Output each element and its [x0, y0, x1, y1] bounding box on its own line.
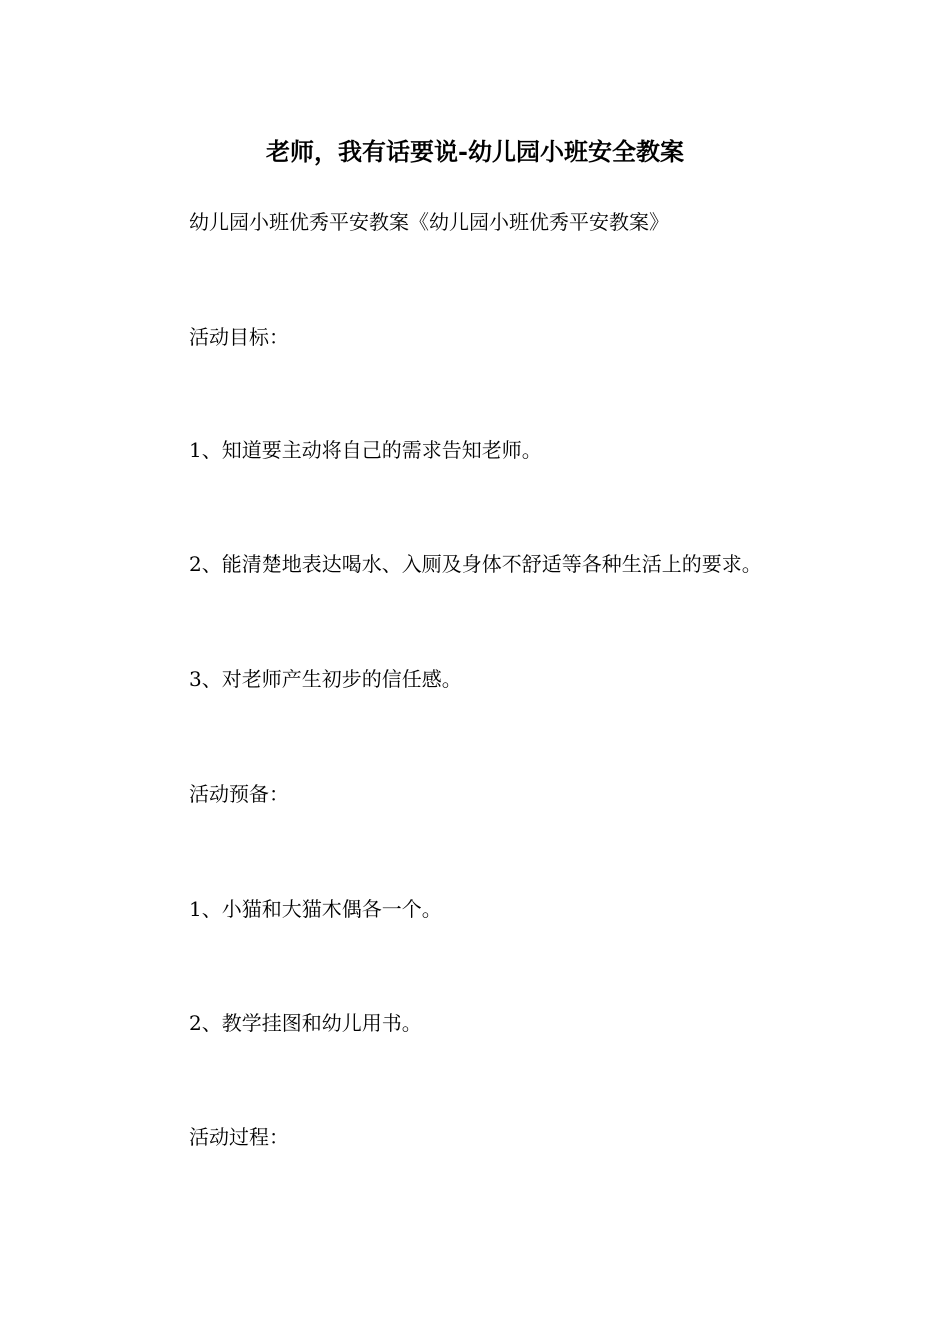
goal-item-2: 2、能清楚地表达喝水、入厕及身体不舒适等各种生活上的要求。 — [189, 552, 762, 576]
section-heading-process: 活动过程： — [189, 1125, 289, 1149]
goal-item-1: 1、知道要主动将自己的需求告知老师。 — [189, 438, 542, 462]
page-title: 老师，我有话要说-幼儿园小班安全教案 — [266, 137, 684, 166]
goal-item-3: 3、对老师产生初步的信任感。 — [189, 667, 462, 691]
preparation-item-1: 1、小猫和大猫木偶各一个。 — [189, 897, 442, 921]
section-heading-goals: 活动目标： — [189, 325, 289, 349]
section-heading-preparation: 活动预备： — [189, 782, 289, 806]
preparation-item-2: 2、教学挂图和幼儿用书。 — [189, 1011, 422, 1035]
subtitle-paragraph: 幼儿园小班优秀平安教案《幼儿园小班优秀平安教案》 — [189, 210, 669, 234]
